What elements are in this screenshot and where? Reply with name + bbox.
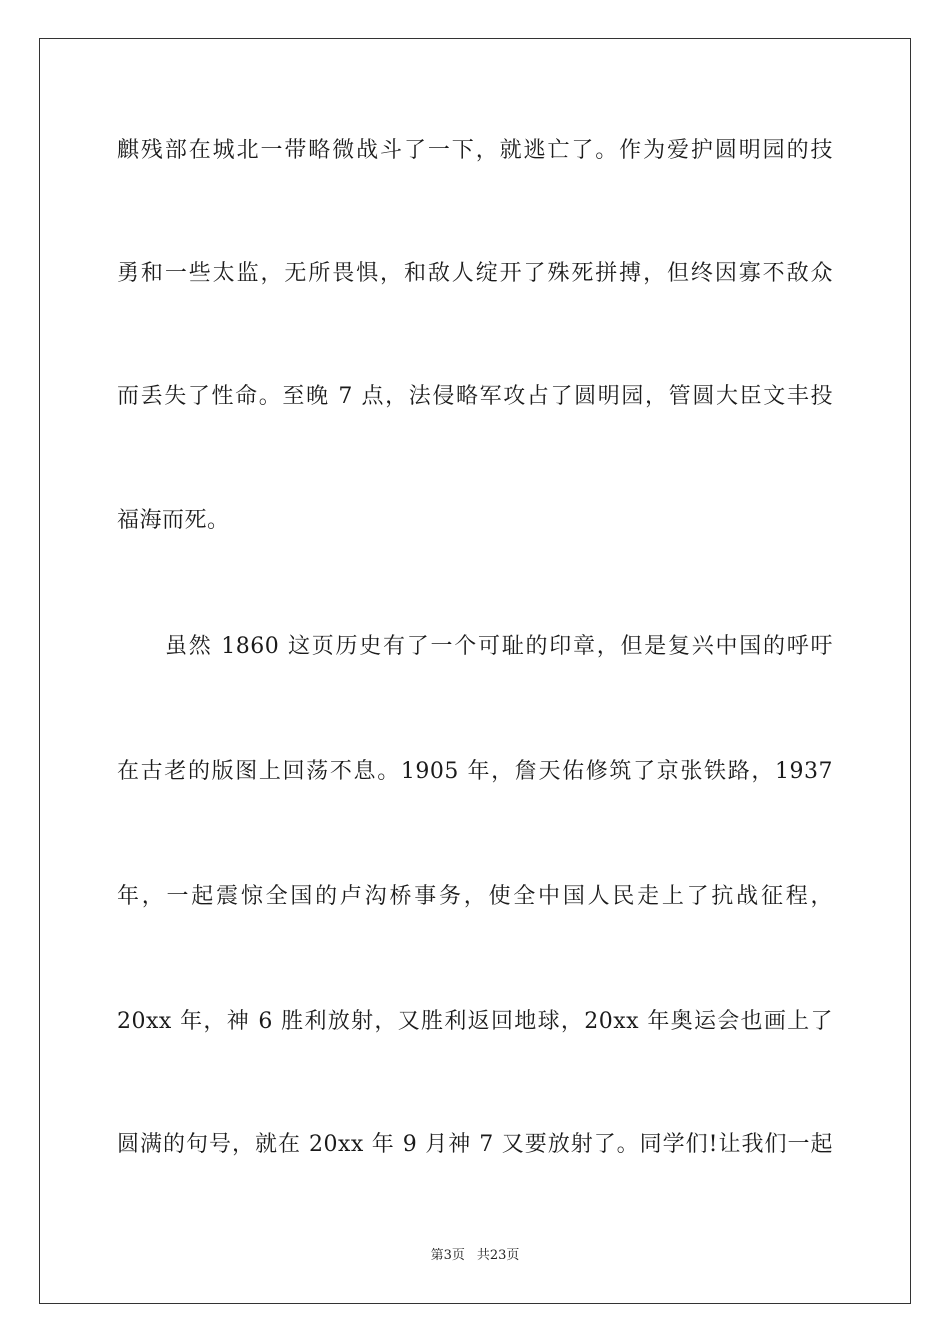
text-line-8: 20xx 年，神 6 胜利放射，又胜利返回地球，20xx 年奥运会也画上了 [117,1009,833,1034]
text-line-9: 圆满的句号，就在 20xx 年 9 月神 7 又要放射了。同学们!让我们一起 [117,1132,833,1157]
text-line-4: 福海而死。 [117,508,230,533]
text-line-5: 虽然 1860 这页历史有了一个可耻的印章，但是复兴中国的呼吁 [165,634,833,659]
text-line-1: 麒残部在城北一带略微战斗了一下，就逃亡了。作为爱护圆明园的技 [117,138,833,163]
page-footer [0,1247,950,1265]
text-line-3: 而丢失了性命。至晚 7 点，法侵略军攻占了圆明园，管圆大臣文丰投 [117,384,833,409]
page-total: 共23页 [476,1248,520,1263]
text-line-7: 年，一起震惊全国的卢沟桥事务，使全中国人民走上了抗战征程， [117,884,833,909]
page-number: 第3页 [430,1248,465,1263]
text-line-2: 勇和一些太监，无所畏惧，和敌人绽开了殊死拼搏，但终因寡不敌众 [117,261,833,286]
text-line-6: 在古老的版图上回荡不息。1905 年，詹天佑修筑了京张铁路，1937 [117,759,833,784]
page-border [39,38,911,1304]
